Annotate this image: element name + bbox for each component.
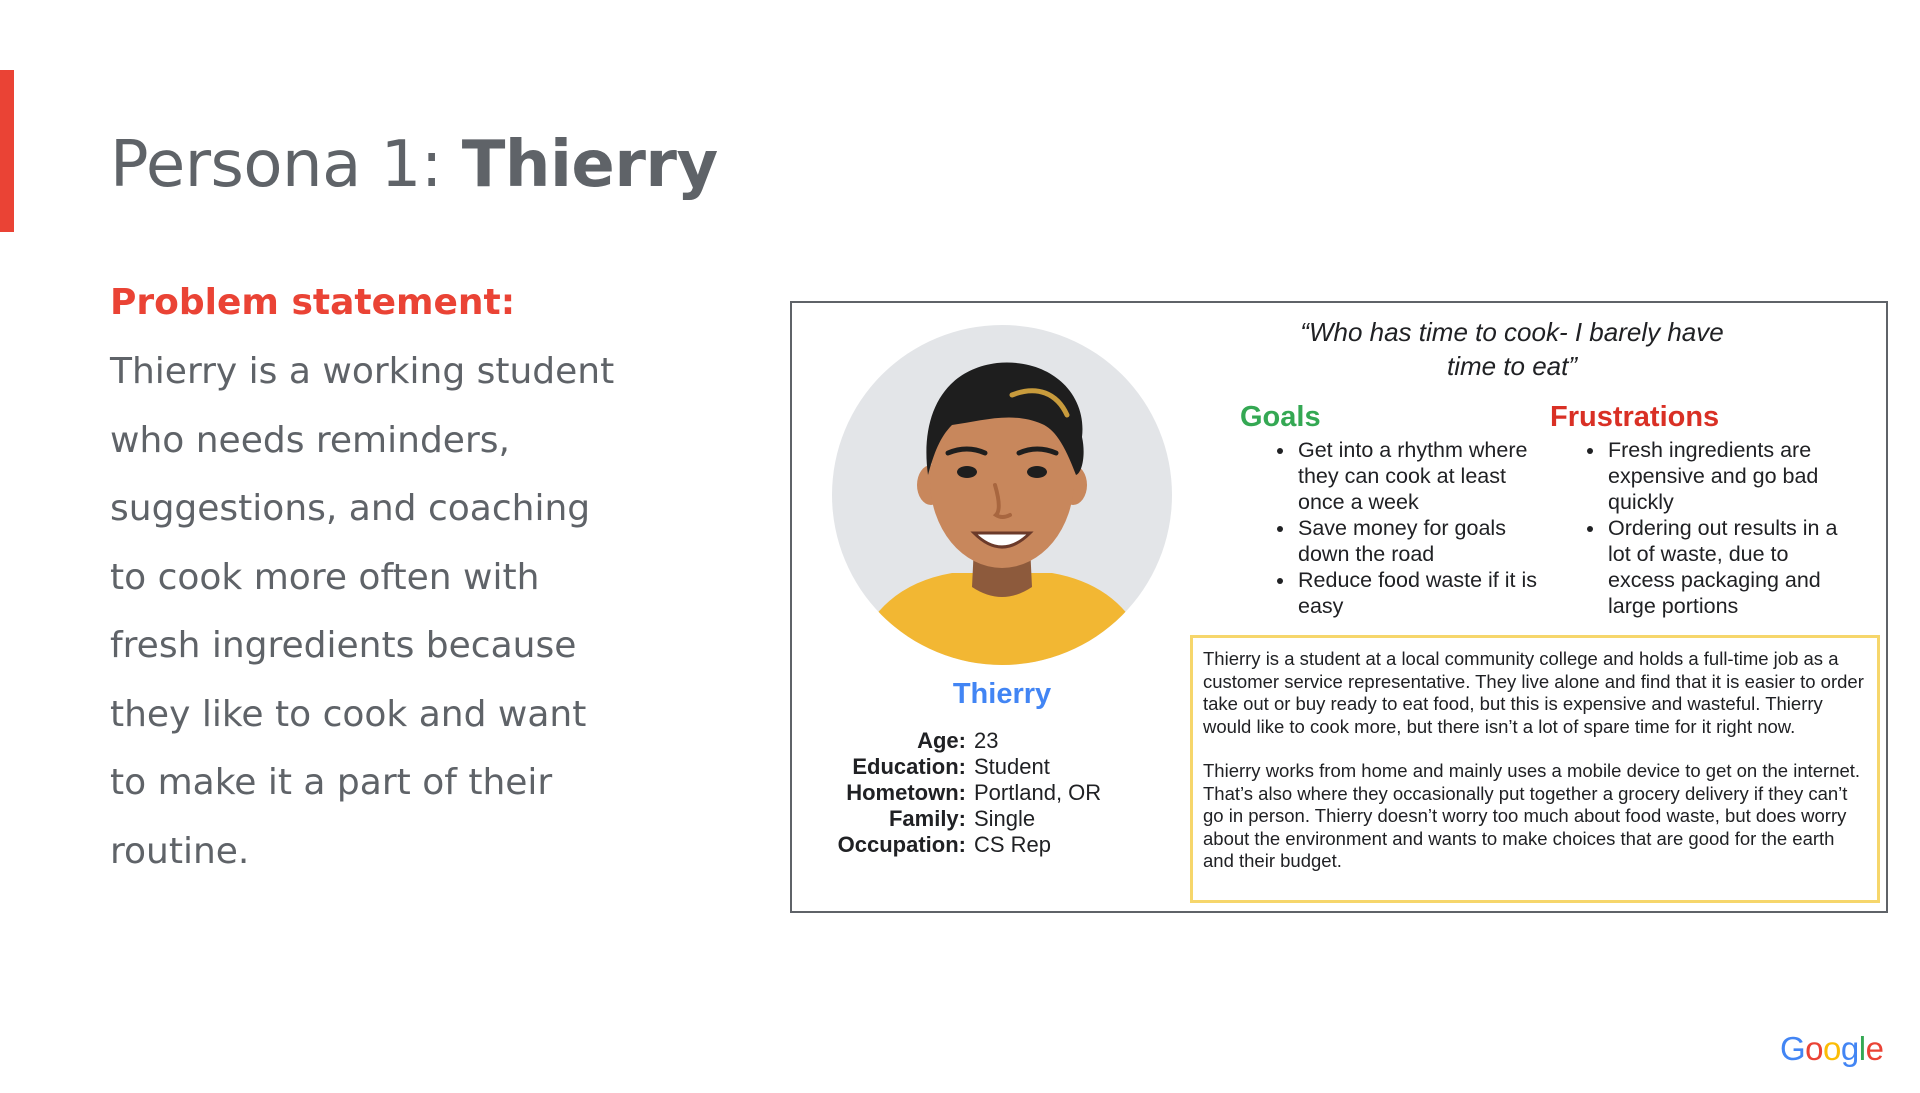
logo-letter: e [1865,1030,1884,1067]
problem-statement-label: Problem statement: [110,282,516,323]
goals-section [1240,401,1550,619]
bio-paragraph: Thierry works from home and mainly uses a mobile device to get on the internet. That’s also where they occasionally put together a grocery delivery if they can’t go in person. Thierry doesn’t worry too much about food waste, but does worry about the environment and wants to make choices that are good for the earth and their budget. [1203,760,1861,871]
logo-letter: o [1823,1030,1841,1067]
problem-statement-text: Thierry is a working student who needs reminders, suggestions, and coaching to cook more often with fresh ingredients because they like to cook and want to make it a part of their routine. [110,351,615,872]
fact-label: Hometown: [846,780,966,805]
fact-label: Education: [852,754,966,779]
persona-avatar [832,325,1172,665]
fact-value: Single [974,806,1036,831]
frustrations-section [1550,401,1860,619]
bio-paragraph: Thierry is a student at a local community college and holds a full-time job as a customer service representative. They live alone and find that it is easier to order take out or buy ready to eat food, but this is expensive and wasteful. Thierry would like to cook more, but there isn’t a lot of spare time for it right now. [1203,648,1864,737]
persona-quote [1252,315,1772,383]
fact-education [812,754,1172,780]
logo-letter: l [1858,1030,1866,1067]
persona-facts [812,728,1172,858]
fact-value: Student [974,754,1050,779]
fact-label: Occupation: [837,832,966,857]
frustration-item: • Ordering out results in a lot of waste, due to excess packaging and large portions [1606,515,1860,619]
accent-bar [0,70,14,232]
goal-item: • Save money for goals down the road [1296,515,1550,567]
fact-value: CS Rep [974,832,1052,857]
logo-letter: g [1840,1030,1859,1067]
goal-item: • Reduce food waste if it is easy [1296,567,1550,619]
title-name: Thierry [461,128,718,202]
fact-age [812,728,1172,754]
google-logo [1780,1030,1883,1068]
fact-occupation [812,832,1172,858]
fact-label: Age: [917,728,966,753]
title-prefix: Persona 1: [110,128,462,202]
goals-list [1240,437,1550,619]
frustrations-list [1550,437,1860,619]
persona-name: Thierry [952,678,1052,710]
frustrations-heading: Frustrations [1550,401,1720,433]
fact-hometown [812,780,1172,806]
fact-value: Portland, OR [974,780,1102,805]
quote-line: “Who has time to cook- I barely have [1300,317,1724,347]
goals-heading: Goals [1240,401,1321,433]
persona-card [790,301,1888,913]
frustration-item: • Fresh ingredients are expensive and go bad quickly [1606,437,1860,515]
persona-bio [1190,635,1880,903]
fact-label: Family: [888,806,966,831]
quote-line: time to eat” [1446,351,1578,381]
logo-letter: o [1805,1030,1824,1067]
logo-letter: G [1780,1030,1806,1067]
fact-value: 23 [974,728,999,753]
goal-item: • Get into a rhythm where they can cook at least once a week [1296,437,1550,515]
slide-title [110,128,718,202]
fact-family [812,806,1172,832]
